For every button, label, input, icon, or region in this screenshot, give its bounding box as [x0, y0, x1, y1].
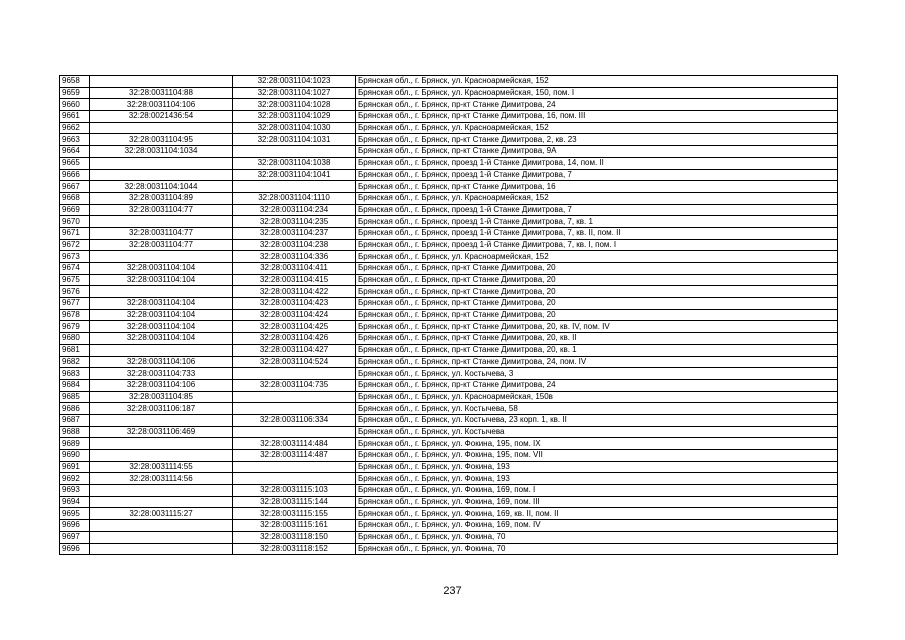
table-row [60, 543, 838, 555]
row-number-cell: 9666 [60, 169, 90, 181]
table-row [60, 309, 838, 321]
address-cell: Брянская обл., г. Брянск, проезд 1-й Станке Димитрова, 7 [356, 204, 838, 216]
row-number-cell: 9688 [60, 426, 90, 438]
object-cadastral-number-cell: 32:28:0031106:334 [233, 414, 356, 426]
row-number-cell: 9660 [60, 99, 90, 111]
table-row [60, 391, 838, 403]
object-cadastral-number-cell: 32:28:0031104:1029 [233, 111, 356, 123]
object-cadastral-number-cell: 32:28:0031104:235 [233, 216, 356, 228]
row-number-cell: 9668 [60, 192, 90, 204]
address-cell: Брянская обл., г. Брянск, ул. Костычева, 3 [356, 368, 838, 380]
row-number-cell: 9685 [60, 391, 90, 403]
land-cadastral-number-cell: 32:28:0031104:733 [90, 368, 233, 380]
object-cadastral-number-cell: 32:28:0031115:161 [233, 520, 356, 532]
table-row [60, 157, 838, 169]
table-row [60, 379, 838, 391]
table-row [60, 473, 838, 485]
address-cell: Брянская обл., г. Брянск, пр-кт Станке Димитрова, 20, кв. 1 [356, 344, 838, 356]
object-cadastral-number-cell: 32:28:0031104:1028 [233, 99, 356, 111]
row-number-cell: 9683 [60, 368, 90, 380]
address-cell: Брянская обл., г. Брянск, ул. Фокина, 193 [356, 461, 838, 473]
table-row [60, 438, 838, 450]
address-cell: Брянская обл., г. Брянск, пр-кт Станке Димитрова, 20 [356, 309, 838, 321]
table-row [60, 181, 838, 193]
row-number-cell: 9667 [60, 181, 90, 193]
table-row [60, 87, 838, 99]
row-number-cell: 9679 [60, 321, 90, 333]
land-cadastral-number-cell: 32:28:0031106:469 [90, 426, 233, 438]
table-row [60, 344, 838, 356]
object-cadastral-number-cell [233, 368, 356, 380]
land-cadastral-number-cell [90, 169, 233, 181]
address-cell: Брянская обл., г. Брянск, пр-кт Станке Димитрова, 9А [356, 146, 838, 158]
address-cell: Брянская обл., г. Брянск, ул. Красноармейская, 150в [356, 391, 838, 403]
row-number-cell: 9663 [60, 134, 90, 146]
table-row [60, 146, 838, 158]
address-cell: Брянская обл., г. Брянск, проезд 1-й Станке Димитрова, 7, кв. II, пом. II [356, 227, 838, 239]
row-number-cell: 9681 [60, 344, 90, 356]
row-number-cell: 9658 [60, 76, 90, 88]
row-number-cell: 9662 [60, 122, 90, 134]
address-cell: Брянская обл., г. Брянск, проезд 1-й Станке Димитрова, 14, пом. II [356, 157, 838, 169]
table-row [60, 321, 838, 333]
address-cell: Брянская обл., г. Брянск, проезд 1-й Станке Димитрова, 7 [356, 169, 838, 181]
table-row [60, 274, 838, 286]
object-cadastral-number-cell: 32:28:0031104:234 [233, 204, 356, 216]
object-cadastral-number-cell: 32:28:0031104:427 [233, 344, 356, 356]
object-cadastral-number-cell [233, 426, 356, 438]
object-cadastral-number-cell: 32:28:0031104:238 [233, 239, 356, 251]
land-cadastral-number-cell [90, 344, 233, 356]
row-number-cell: 9684 [60, 379, 90, 391]
table-row [60, 485, 838, 497]
table-row [60, 403, 838, 415]
row-number-cell: 9661 [60, 111, 90, 123]
address-cell: Брянская обл., г. Брянск, ул. Фокина, 70 [356, 531, 838, 543]
land-cadastral-number-cell [90, 438, 233, 450]
address-cell: Брянская обл., г. Брянск, пр-кт Станке Димитрова, 24 [356, 99, 838, 111]
land-cadastral-number-cell: 32:28:0031104:77 [90, 239, 233, 251]
table-row [60, 227, 838, 239]
object-cadastral-number-cell: 32:28:0031104:1038 [233, 157, 356, 169]
row-number-cell: 9697 [60, 531, 90, 543]
land-cadastral-number-cell [90, 251, 233, 263]
table-row [60, 192, 838, 204]
object-cadastral-number-cell: 32:28:0031115:155 [233, 508, 356, 520]
land-cadastral-number-cell: 32:28:0031104:1034 [90, 146, 233, 158]
row-number-cell: 9671 [60, 227, 90, 239]
object-cadastral-number-cell [233, 391, 356, 403]
table-row [60, 520, 838, 532]
land-cadastral-number-cell [90, 543, 233, 555]
table-row [60, 239, 838, 251]
object-cadastral-number-cell [233, 473, 356, 485]
land-cadastral-number-cell [90, 414, 233, 426]
object-cadastral-number-cell: 32:28:0031104:426 [233, 333, 356, 345]
table-row [60, 263, 838, 275]
object-cadastral-number-cell: 32:28:0031104:336 [233, 251, 356, 263]
address-cell: Брянская обл., г. Брянск, проезд 1-й Станке Димитрова, 7, кв. 1 [356, 216, 838, 228]
address-cell: Брянская обл., г. Брянск, проезд 1-й Станке Димитрова, 7, кв. I, пом. I [356, 239, 838, 251]
row-number-cell: 9689 [60, 438, 90, 450]
object-cadastral-number-cell [233, 146, 356, 158]
row-number-cell: 9686 [60, 403, 90, 415]
land-cadastral-number-cell: 32:28:0031106:187 [90, 403, 233, 415]
land-cadastral-number-cell: 32:28:0031104:89 [90, 192, 233, 204]
land-cadastral-number-cell [90, 520, 233, 532]
table-row [60, 426, 838, 438]
object-cadastral-number-cell: 32:28:0031104:422 [233, 286, 356, 298]
row-number-cell: 9691 [60, 461, 90, 473]
address-cell: Брянская обл., г. Брянск, пр-кт Станке Димитрова, 20 [356, 274, 838, 286]
object-cadastral-number-cell [233, 461, 356, 473]
table-row [60, 134, 838, 146]
address-cell: Брянская обл., г. Брянск, пр-кт Станке Димитрова, 24 [356, 379, 838, 391]
table-row [60, 356, 838, 368]
land-cadastral-number-cell [90, 157, 233, 169]
table-row [60, 169, 838, 181]
table-row [60, 450, 838, 462]
land-cadastral-number-cell [90, 531, 233, 543]
land-cadastral-number-cell: 32:28:0031104:106 [90, 356, 233, 368]
address-cell: Брянская обл., г. Брянск, ул. Фокина, 195, пом. IX [356, 438, 838, 450]
object-cadastral-number-cell: 32:28:0031104:237 [233, 227, 356, 239]
address-cell: Брянская обл., г. Брянск, ул. Красноармейская, 152 [356, 122, 838, 134]
object-cadastral-number-cell: 32:28:0031104:423 [233, 298, 356, 310]
table-row [60, 99, 838, 111]
table-row [60, 461, 838, 473]
land-cadastral-number-cell: 32:28:0031115:27 [90, 508, 233, 520]
row-number-cell: 9674 [60, 263, 90, 275]
page-number: 237 [443, 585, 462, 597]
address-cell: Брянская обл., г. Брянск, ул. Красноармейская, 152 [356, 251, 838, 263]
address-cell: Брянская обл., г. Брянск, пр-кт Станке Димитрова, 20, кв. IV, пом. IV [356, 321, 838, 333]
land-cadastral-number-cell: 32:28:0031104:1044 [90, 181, 233, 193]
registry-table [59, 75, 838, 555]
table-row [60, 298, 838, 310]
address-cell: Брянская обл., г. Брянск, пр-кт Станке Димитрова, 20 [356, 286, 838, 298]
land-cadastral-number-cell [90, 286, 233, 298]
land-cadastral-number-cell [90, 450, 233, 462]
table-row [60, 414, 838, 426]
row-number-cell: 9673 [60, 251, 90, 263]
table-row [60, 333, 838, 345]
row-number-cell: 9692 [60, 473, 90, 485]
object-cadastral-number-cell: 32:28:0031118:152 [233, 543, 356, 555]
address-cell: Брянская обл., г. Брянск, ул. Фокина, 169, пом. IV [356, 520, 838, 532]
land-cadastral-number-cell: 32:28:0031104:85 [90, 391, 233, 403]
address-cell: Брянская обл., г. Брянск, ул. Костычева, 23 корп. 1, кв. II [356, 414, 838, 426]
row-number-cell: 9682 [60, 356, 90, 368]
table-row [60, 216, 838, 228]
object-cadastral-number-cell: 32:28:0031118:150 [233, 531, 356, 543]
land-cadastral-number-cell [90, 122, 233, 134]
table-row [60, 251, 838, 263]
land-cadastral-number-cell: 32:28:0031104:104 [90, 333, 233, 345]
land-cadastral-number-cell: 32:28:0031104:104 [90, 274, 233, 286]
land-cadastral-number-cell: 32:28:0031114:56 [90, 473, 233, 485]
address-cell: Брянская обл., г. Брянск, ул. Фокина, 193 [356, 473, 838, 485]
row-number-cell: 9690 [60, 450, 90, 462]
address-cell: Брянская обл., г. Брянск, пр-кт Станке Димитрова, 2, кв. 23 [356, 134, 838, 146]
address-cell: Брянская обл., г. Брянск, ул. Фокина, 195, пом. VII [356, 450, 838, 462]
address-cell: Брянская обл., г. Брянск, ул. Фокина, 169, пом. III [356, 496, 838, 508]
row-number-cell: 9696 [60, 543, 90, 555]
object-cadastral-number-cell: 32:28:0031104:424 [233, 309, 356, 321]
land-cadastral-number-cell: 32:28:0031114:55 [90, 461, 233, 473]
row-number-cell: 9672 [60, 239, 90, 251]
object-cadastral-number-cell: 32:28:0031104:411 [233, 263, 356, 275]
object-cadastral-number-cell: 32:28:0031104:1110 [233, 192, 356, 204]
object-cadastral-number-cell [233, 181, 356, 193]
land-cadastral-number-cell: 32:28:0031104:106 [90, 379, 233, 391]
table-row [60, 204, 838, 216]
object-cadastral-number-cell: 32:28:0031104:735 [233, 379, 356, 391]
address-cell: Брянская обл., г. Брянск, пр-кт Станке Димитрова, 20 [356, 263, 838, 275]
object-cadastral-number-cell: 32:28:0031115:103 [233, 485, 356, 497]
row-number-cell: 9677 [60, 298, 90, 310]
address-cell: Брянская обл., г. Брянск, пр-кт Станке Димитрова, 16, пом. III [356, 111, 838, 123]
table-row [60, 508, 838, 520]
land-cadastral-number-cell: 32:28:0031104:77 [90, 227, 233, 239]
row-number-cell: 9693 [60, 485, 90, 497]
land-cadastral-number-cell: 32:28:0031104:106 [90, 99, 233, 111]
address-cell: Брянская обл., г. Брянск, ул. Красноармейская, 152 [356, 192, 838, 204]
row-number-cell: 9695 [60, 508, 90, 520]
object-cadastral-number-cell: 32:28:0031104:425 [233, 321, 356, 333]
table-row [60, 122, 838, 134]
row-number-cell: 9687 [60, 414, 90, 426]
address-cell: Брянская обл., г. Брянск, ул. Фокина, 169, кв. II, пом. II [356, 508, 838, 520]
row-number-cell: 9659 [60, 87, 90, 99]
address-cell: Брянская обл., г. Брянск, ул. Костычева, 58 [356, 403, 838, 415]
land-cadastral-number-cell [90, 485, 233, 497]
object-cadastral-number-cell [233, 403, 356, 415]
object-cadastral-number-cell: 32:28:0031115:144 [233, 496, 356, 508]
land-cadastral-number-cell: 32:28:0031104:104 [90, 263, 233, 275]
object-cadastral-number-cell: 32:28:0031104:1027 [233, 87, 356, 99]
row-number-cell: 9665 [60, 157, 90, 169]
table-row [60, 76, 838, 88]
object-cadastral-number-cell: 32:28:0031114:484 [233, 438, 356, 450]
object-cadastral-number-cell: 32:28:0031104:524 [233, 356, 356, 368]
land-cadastral-number-cell [90, 496, 233, 508]
address-cell: Брянская обл., г. Брянск, ул. Костычева [356, 426, 838, 438]
row-number-cell: 9669 [60, 204, 90, 216]
object-cadastral-number-cell: 32:28:0031104:1030 [233, 122, 356, 134]
row-number-cell: 9680 [60, 333, 90, 345]
land-cadastral-number-cell: 32:28:0031104:104 [90, 309, 233, 321]
address-cell: Брянская обл., г. Брянск, ул. Красноармейская, 152 [356, 76, 838, 88]
address-cell: Брянская обл., г. Брянск, пр-кт Станке Димитрова, 16 [356, 181, 838, 193]
row-number-cell: 9694 [60, 496, 90, 508]
address-cell: Брянская обл., г. Брянск, ул. Фокина, 70 [356, 543, 838, 555]
address-cell: Брянская обл., г. Брянск, пр-кт Станке Димитрова, 20 [356, 298, 838, 310]
address-cell: Брянская обл., г. Брянск, пр-кт Станке Димитрова, 20, кв. II [356, 333, 838, 345]
object-cadastral-number-cell: 32:28:0031114:487 [233, 450, 356, 462]
land-cadastral-number-cell: 32:28:0031104:77 [90, 204, 233, 216]
address-cell: Брянская обл., г. Брянск, пр-кт Станке Димитрова, 24, пом. IV [356, 356, 838, 368]
address-cell: Брянская обл., г. Брянск, ул. Фокина, 169, пом. I [356, 485, 838, 497]
object-cadastral-number-cell: 32:28:0031104:1041 [233, 169, 356, 181]
land-cadastral-number-cell [90, 216, 233, 228]
table-row [60, 368, 838, 380]
object-cadastral-number-cell: 32:28:0031104:1031 [233, 134, 356, 146]
row-number-cell: 9696 [60, 520, 90, 532]
land-cadastral-number-cell: 32:28:0031104:88 [90, 87, 233, 99]
registry-table-body [60, 76, 838, 555]
land-cadastral-number-cell: 32:28:0031104:95 [90, 134, 233, 146]
row-number-cell: 9675 [60, 274, 90, 286]
land-cadastral-number-cell: 32:28:0021436:54 [90, 111, 233, 123]
object-cadastral-number-cell: 32:28:0031104:1023 [233, 76, 356, 88]
row-number-cell: 9664 [60, 146, 90, 158]
table-row [60, 286, 838, 298]
table-row [60, 531, 838, 543]
row-number-cell: 9678 [60, 309, 90, 321]
land-cadastral-number-cell [90, 76, 233, 88]
row-number-cell: 9676 [60, 286, 90, 298]
object-cadastral-number-cell: 32:28:0031104:415 [233, 274, 356, 286]
land-cadastral-number-cell: 32:28:0031104:104 [90, 321, 233, 333]
address-cell: Брянская обл., г. Брянск, ул. Красноармейская, 150, пом. I [356, 87, 838, 99]
land-cadastral-number-cell: 32:28:0031104:104 [90, 298, 233, 310]
row-number-cell: 9670 [60, 216, 90, 228]
table-row [60, 111, 838, 123]
table-row [60, 496, 838, 508]
